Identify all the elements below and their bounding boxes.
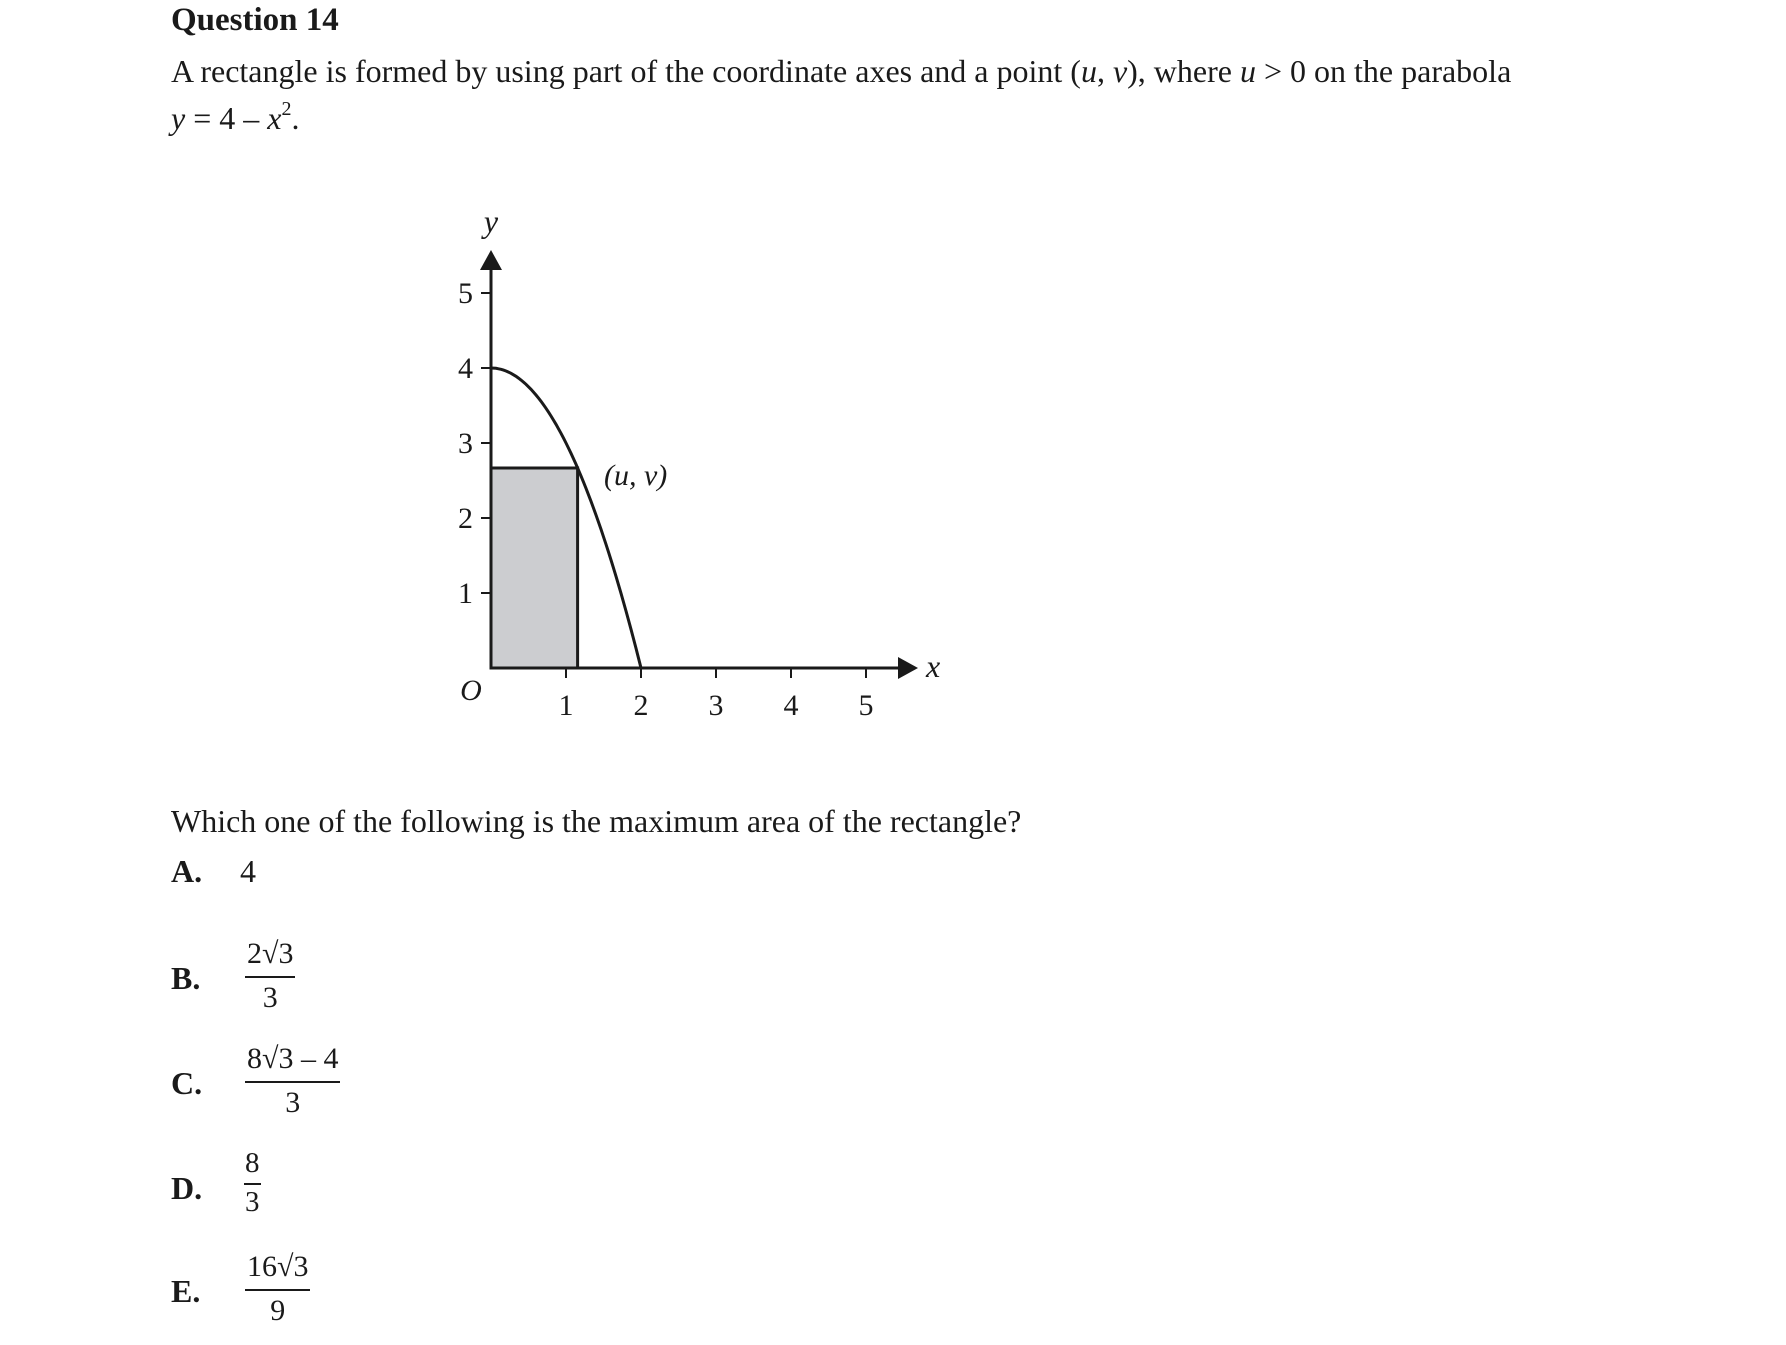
x-tick-label: 4 — [783, 689, 799, 722]
option-c-denominator: 3 — [285, 1086, 301, 1119]
option-e-letter: E. — [171, 1273, 201, 1309]
option-c-letter: C. — [171, 1065, 203, 1101]
option-a-value: 4 — [240, 853, 256, 889]
x-axis-label: x — [926, 648, 941, 684]
x-tick-label: 5 — [858, 689, 874, 722]
question-title: Question 14 — [171, 2, 339, 38]
question-prompt: Which one of the following is the maximum area of the rectangle? — [171, 803, 1022, 839]
shaded-rectangle — [491, 468, 578, 668]
option-d-letter: D. — [171, 1170, 203, 1206]
option-d-fraction — [244, 1147, 261, 1219]
option-c-numerator: 8√3 – 4 — [245, 1042, 340, 1083]
y-tick-label: 4 — [458, 352, 473, 385]
option-d-denominator: 3 — [245, 1186, 260, 1218]
y-axis-arrow — [480, 250, 502, 270]
option-b-fraction — [245, 937, 295, 1015]
option-d-numerator: 8 — [244, 1147, 261, 1185]
option-e-numerator: 16√3 — [245, 1250, 310, 1291]
option-c-fraction — [245, 1042, 340, 1120]
y-tick-label: 5 — [458, 277, 473, 310]
parabola-equation: $y = 4 - x^2$. — [171, 98, 300, 136]
option-e-fraction — [245, 1250, 310, 1328]
option-e-denominator: 9 — [270, 1294, 286, 1327]
option-b-numerator: 2√3 — [245, 937, 295, 978]
x-tick-label: 1 — [558, 689, 574, 722]
y-tick-label: 2 — [458, 502, 473, 535]
point-label: (u, v) — [604, 459, 668, 492]
x-tick-label: 2 — [633, 689, 649, 722]
y-tick-label: 3 — [458, 427, 473, 460]
origin-label: O — [460, 674, 482, 707]
x-axis-arrow — [898, 657, 918, 679]
x-tick-label: 3 — [708, 689, 724, 722]
y-axis-label: y — [483, 203, 499, 239]
option-b-letter: B. — [171, 960, 201, 996]
y-tick-label: 1 — [458, 577, 473, 610]
question-stem-line-1: A rectangle is formed by using part of the coordinate axes and a point (u, v), where u > 0 on the parabola — [171, 53, 1512, 89]
option-a-letter: A. — [171, 853, 203, 889]
option-b-denominator: 3 — [262, 981, 278, 1014]
